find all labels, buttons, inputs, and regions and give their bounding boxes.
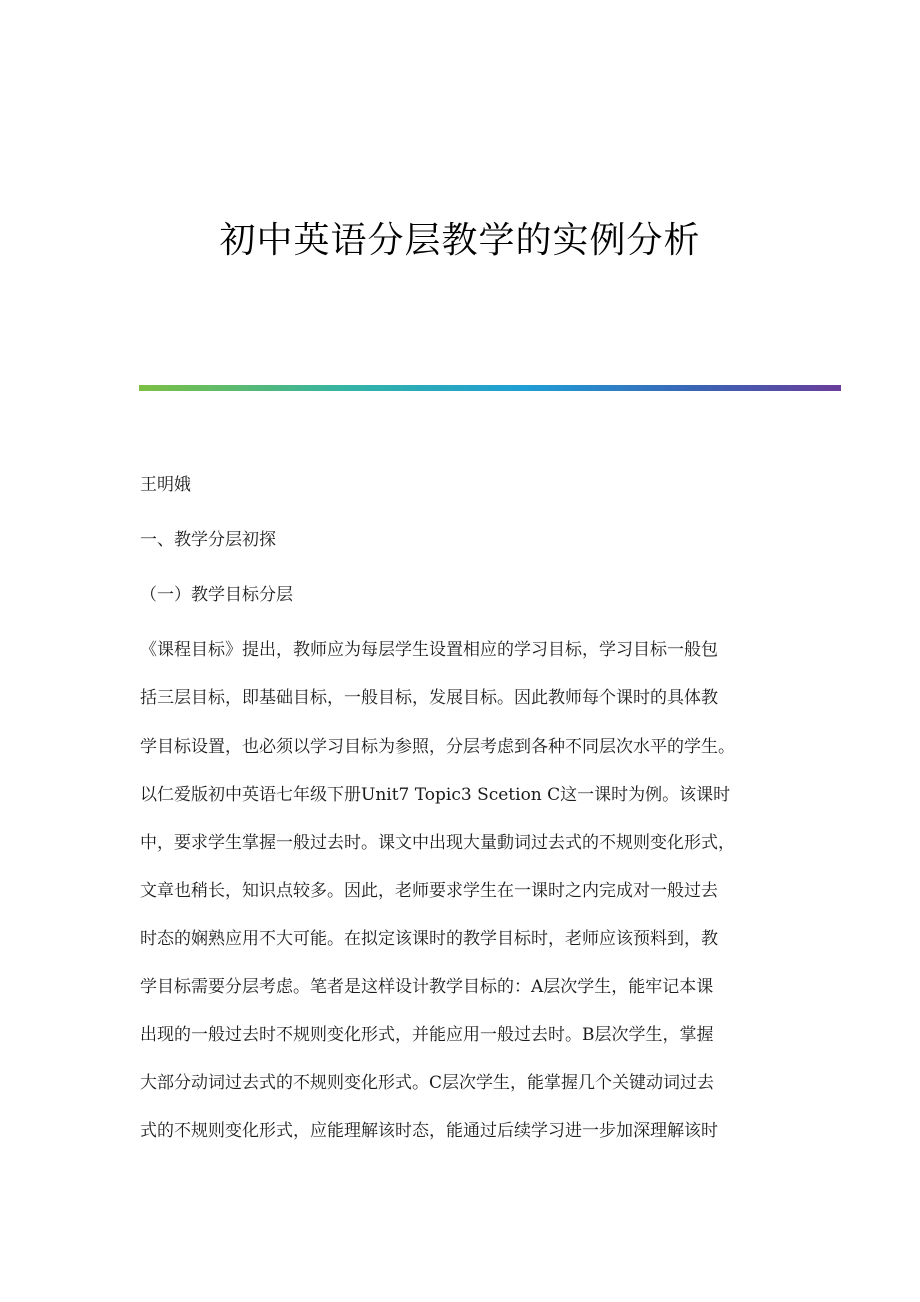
paragraph-line: 式的不规则变化形式，应能理解该时态，能通过后续学习进一步加深理解该时 (140, 1121, 718, 1141)
paragraph-line: 学目标设置，也必须以学习目标为参照，分层考虑到各种不同层次水平的学生。 (140, 737, 735, 757)
paragraph-line: 文章也稍长，知识点较多。因此，老师要求学生在一课时之内完成对一般过去 (140, 881, 718, 901)
paragraph-line: 时态的娴熟应用不大可能。在拟定该课时的教学目标时，老师应该预料到，教 (140, 929, 718, 949)
paragraph-line: 出现的一般过去时不规则变化形式，并能应用一般过去时。B层次学生，掌握 (140, 1025, 714, 1045)
paragraph-line: 中，要求学生掌握一般过去时。课文中出现大量動词过去式的不规则变化形式， (140, 833, 735, 853)
subsection-heading: （一）教学目标分层 (140, 585, 293, 605)
section-heading: 一、教学分层初探 (140, 530, 276, 550)
paragraph-line: 《课程目标》提出，教师应为每层学生设置相应的学习目标，学习目标一般包 (140, 640, 718, 660)
document-title: 初中英语分层教学的实例分析 (219, 220, 701, 261)
paragraph-line: 以仁爱版初中英语七年级下册Unit7 Topic3 Scetion C这一课时为例。该课时 (140, 785, 731, 805)
title-divider (139, 385, 841, 391)
paragraph-line: 大部分动词过去式的不规则变化形式。C层次学生，能掌握几个关键动词过去 (140, 1073, 715, 1093)
paragraph-line: 括三层目标，即基础目标，一般目标，发展目标。因此教师每个课时的具体教 (140, 688, 718, 708)
paragraph-line: 学目标需要分层考虑。笔者是这样设计教学目标的：A层次学生，能牢记本课 (140, 977, 714, 997)
author-name: 王明娥 (140, 475, 191, 495)
